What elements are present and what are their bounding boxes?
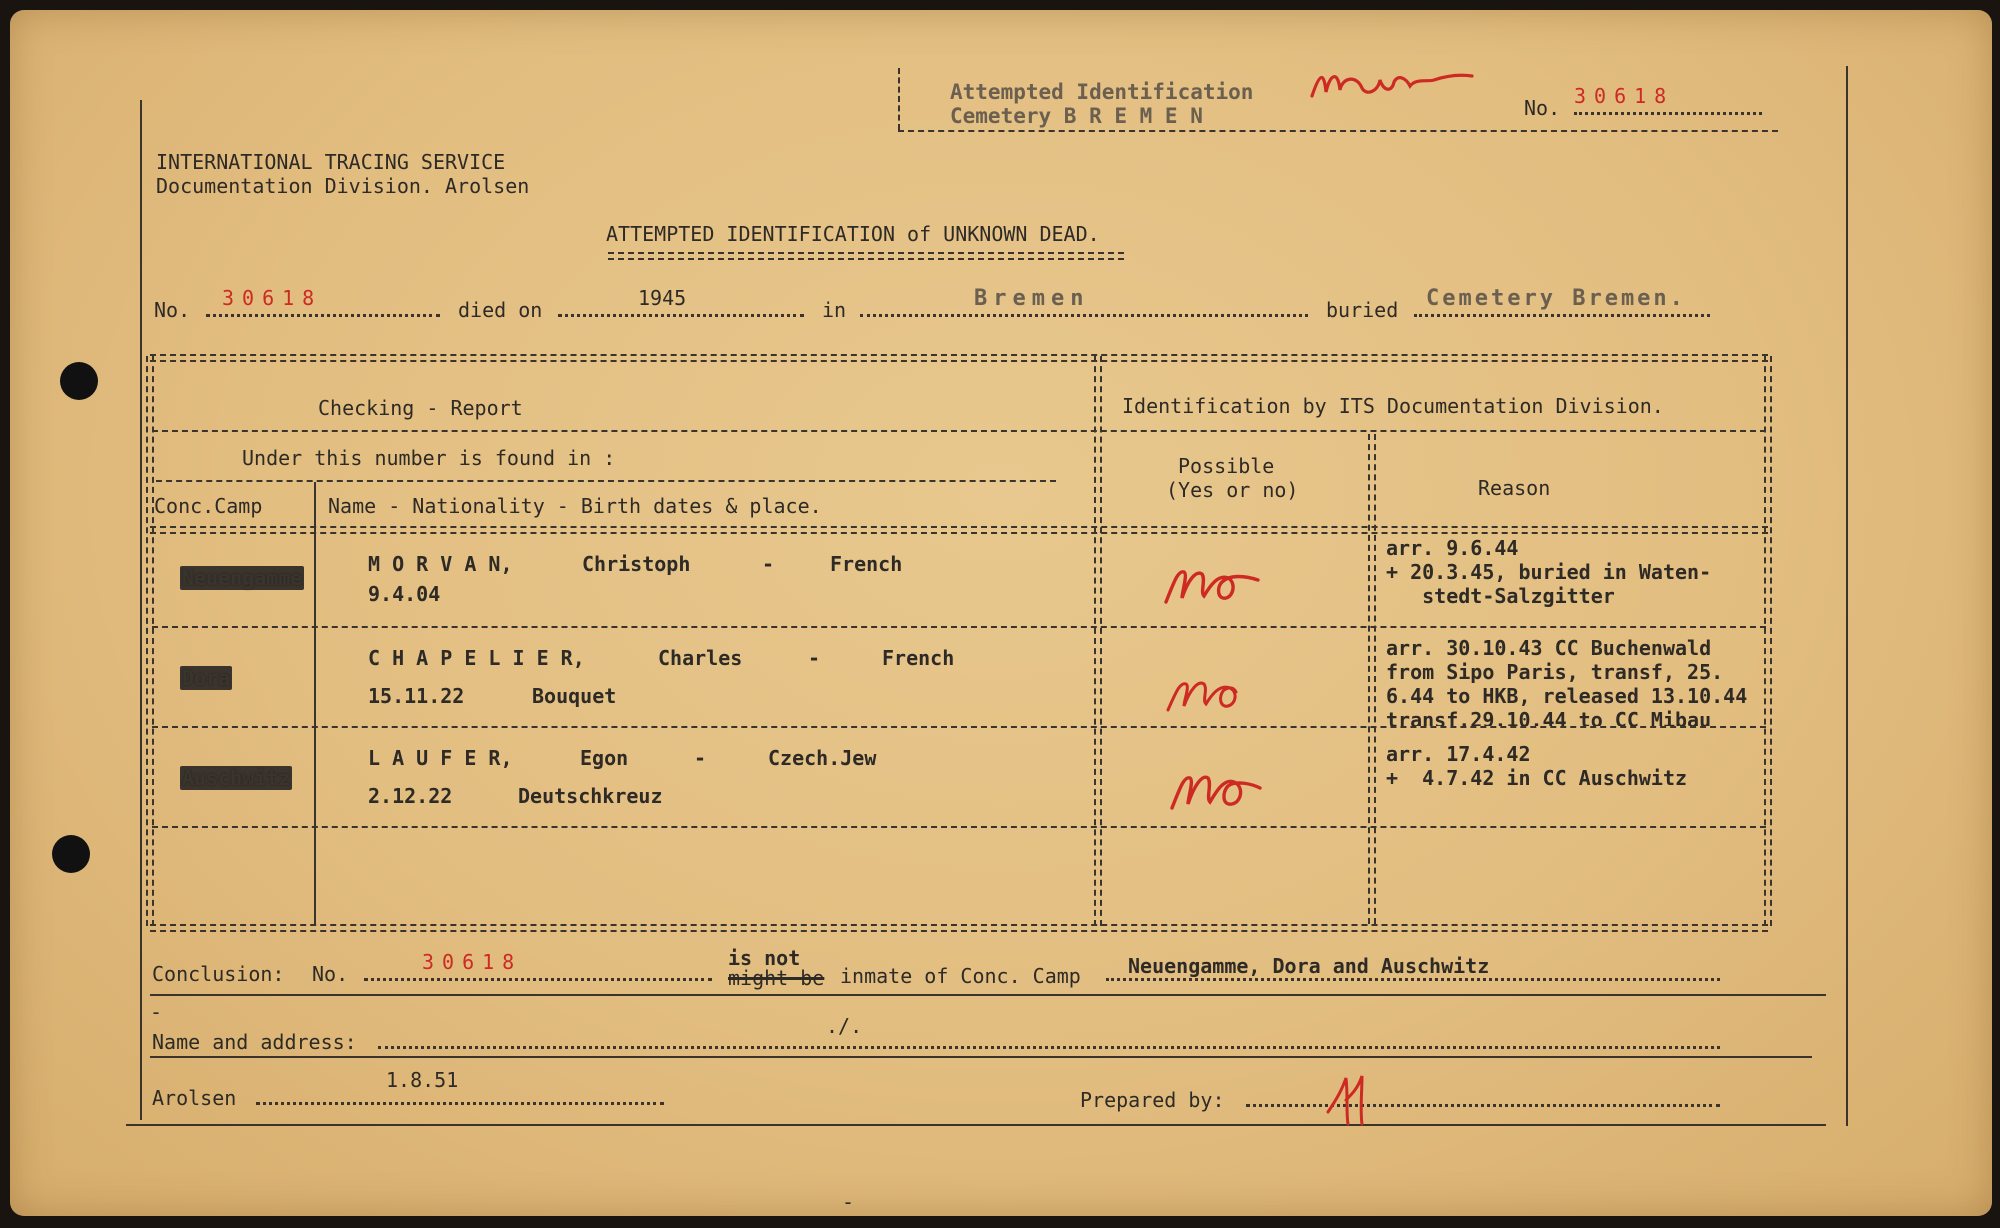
header-box-line1: Attempted Identification	[950, 80, 1254, 104]
table-row-firstname: Christoph	[582, 552, 691, 576]
table-row-surname: L A U F E R,	[368, 746, 513, 770]
summary-in-dots	[860, 314, 1308, 317]
handwritten-none	[1306, 52, 1486, 116]
frame-left-line	[140, 100, 142, 1120]
table-row-birth: 15.11.22	[368, 684, 465, 708]
handwritten-no-row3	[1168, 756, 1278, 820]
header-box-left	[898, 68, 900, 130]
table-row-camp: Dora	[182, 666, 231, 690]
table-row-reason-4: transf.29.10.44 to CC Mibau	[1386, 710, 1712, 726]
handwritten-initials	[1322, 1066, 1378, 1134]
table-camp-column-line	[314, 482, 316, 924]
table-row-firstname: Egon	[580, 746, 629, 770]
header-no-dots	[1574, 112, 1762, 115]
table-row-surname: M O R V A N,	[368, 552, 513, 576]
table-row-reason-3: 6.44 to HKB, released 13.10.44	[1386, 684, 1748, 708]
punch-hole-top	[60, 362, 98, 400]
summary-buried-value: Cemetery Bremen.	[1426, 286, 1686, 311]
conclusion-rule	[150, 994, 1826, 996]
table-row-place: Deutschkreuz	[518, 784, 663, 808]
table-colheader-divider	[150, 526, 1768, 534]
punch-hole-bottom	[52, 835, 90, 873]
summary-no-label: No.	[154, 298, 191, 322]
table-row-birth: 2.12.22	[368, 784, 453, 808]
summary-in-value: Bremen	[974, 286, 1090, 311]
identification-header: Identification by ITS Documentation Division.	[1122, 394, 1664, 418]
summary-buried-label: buried	[1326, 298, 1399, 322]
frame-right-line	[1846, 66, 1848, 1126]
table-row-dash: -	[694, 746, 707, 770]
header-box-line2: Cemetery B R E M E N	[950, 104, 1203, 128]
title-underline	[608, 252, 1124, 260]
org-line1: INTERNATIONAL TRACING SERVICE	[156, 150, 506, 174]
conclusion-is-not: is not	[728, 946, 801, 970]
table-row-surname: C H A P E L I E R,	[368, 646, 585, 670]
handwritten-no-row2	[1164, 660, 1274, 724]
table-row-nationality: French	[830, 552, 903, 576]
name-address-dots	[378, 1046, 1720, 1049]
table-row-place: Bouquet	[532, 684, 617, 708]
table-row-reason-1: arr. 9.6.44	[1386, 536, 1519, 560]
footer-prepared-dots	[1246, 1104, 1720, 1107]
name-address-label: Name and address:	[152, 1030, 357, 1054]
conclusion-camps-dots	[1106, 978, 1720, 981]
table-header-divider	[152, 430, 1766, 432]
table-row-dash: -	[808, 646, 821, 670]
small-dash-mark: -	[150, 1000, 163, 1024]
conclusion-no-dots	[364, 978, 712, 981]
conclusion-label: Conclusion:	[152, 962, 285, 986]
col-name-header: Name - Nationality - Birth dates & place.	[328, 494, 822, 518]
table-row-birth: 9.4.04	[368, 582, 441, 606]
row3-divider	[152, 826, 1766, 828]
col-reason-header: Reason	[1478, 476, 1551, 500]
summary-no-value: 30618	[222, 286, 323, 310]
summary-in-label: in	[822, 298, 847, 322]
table-row-reason-2: from Sipo Paris, transf, 25.	[1386, 660, 1724, 684]
row2-divider	[152, 726, 1766, 728]
table-row-reason-1: arr. 17.4.42	[1386, 742, 1531, 766]
name-address-rule	[150, 1056, 1812, 1058]
table-left-border	[146, 356, 154, 926]
footer-date-dots	[256, 1102, 664, 1105]
frame-bottom-line	[126, 1124, 1826, 1126]
handwritten-no-row1	[1162, 552, 1272, 616]
name-address-value: ./.	[826, 1014, 863, 1038]
table-bottom-border	[150, 924, 1768, 932]
footer-place: Arolsen	[152, 1086, 237, 1110]
table-top-border	[150, 354, 1768, 362]
summary-buried-dots	[1414, 314, 1710, 317]
table-row-nationality: French	[882, 646, 955, 670]
row1-divider	[152, 626, 1766, 628]
conclusion-camps: Neuengamme, Dora and Auschwitz	[1128, 954, 1490, 978]
found-in-label: Under this number is found in :	[242, 446, 616, 470]
table-right-border	[1764, 356, 1772, 926]
conclusion-no-label: No.	[312, 962, 349, 986]
summary-died-dots	[558, 314, 804, 317]
footer-prepared-label: Prepared by:	[1080, 1088, 1225, 1112]
footer-date: 1.8.51	[386, 1068, 459, 1092]
conclusion-struck: might be	[728, 966, 825, 990]
summary-no-dots	[206, 314, 440, 317]
table-row-reason-2: + 20.3.45, buried in Waten-	[1386, 560, 1712, 584]
table-row-reason-3: stedt-Salzgitter	[1386, 584, 1615, 608]
table-row-firstname: Charles	[658, 646, 743, 670]
table-row-reason-1: arr. 30.10.43 CC Buchenwald	[1386, 636, 1712, 660]
table-mid-border	[1094, 356, 1102, 926]
col-possible-header-1: Possible	[1178, 454, 1275, 478]
conclusion-inmate: inmate of Conc. Camp	[840, 964, 1081, 988]
col-possible-header-2: (Yes or no)	[1166, 478, 1299, 502]
header-no-value: 30618	[1574, 84, 1675, 108]
table-row-camp: Auschwitz	[182, 766, 291, 790]
table-row-nationality: Czech.Jew	[768, 746, 877, 770]
header-box-bottom	[898, 130, 1778, 132]
org-line2: Documentation Division. Arolsen	[156, 174, 530, 198]
header-no-label: No.	[1524, 96, 1561, 120]
col-camp-header: Conc.Camp	[154, 494, 263, 518]
summary-died-label: died on	[458, 298, 543, 322]
conclusion-no-value: 30618	[422, 950, 523, 974]
found-in-underline	[156, 480, 1056, 482]
table-row-reason-2: + 4.7.42 in CC Auschwitz	[1386, 766, 1688, 790]
bottom-dash-mark: -	[842, 1190, 855, 1214]
table-row-dash: -	[762, 552, 775, 576]
checking-report-header: Checking - Report	[318, 396, 523, 420]
document-title: ATTEMPTED IDENTIFICATION of UNKNOWN DEAD.	[606, 222, 1100, 246]
table-reason-border	[1368, 434, 1376, 924]
summary-died-value: 1945	[638, 286, 687, 310]
table-row-camp: Neuengamme	[182, 566, 303, 590]
